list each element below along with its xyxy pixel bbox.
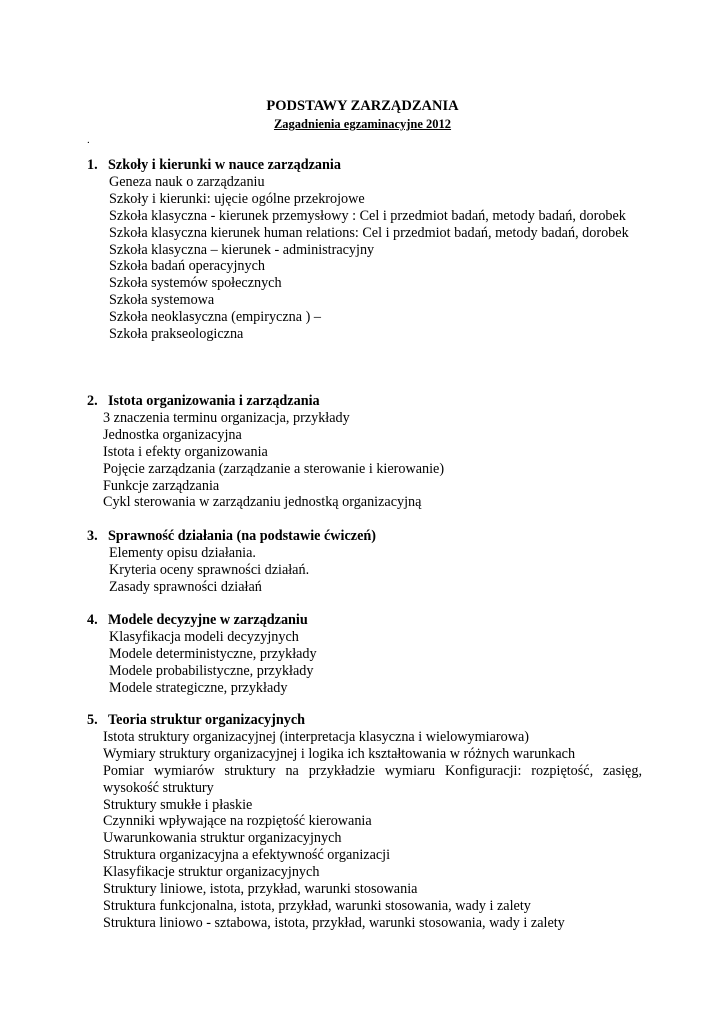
stray-dot: . [87, 134, 90, 146]
list-item: Struktury liniowe, istota, przykład, warunki stosowania [103, 881, 418, 898]
list-item: Struktury smukłe i płaskie [103, 796, 253, 813]
list-item: Szkoła klasyczna - kierunek przemysłowy : Cel i przedmiot badań, metody badań, dorobek [109, 207, 626, 224]
section-heading [87, 393, 642, 410]
section-heading [87, 157, 642, 174]
list-item: Modele strategiczne, przykłady [109, 679, 288, 696]
section-title: Sprawność działania (na podstawie ćwiczeń) [108, 528, 376, 544]
list-item: Struktura funkcjonalna, istota, przykład, warunki stosowania, wady i zalety [103, 897, 531, 914]
section-heading [87, 612, 642, 629]
list-item: Funkcje zarządzania [103, 477, 220, 494]
section-3 [87, 528, 642, 596]
list-item: Kryteria oceny sprawności działań. [109, 561, 310, 578]
list-item: Klasyfikacja modeli decyzyjnych [109, 628, 299, 645]
document-subtitle: Zagadnienia egzaminacyjne 2012 [273, 117, 452, 131]
list-item: Zasady sprawności działań [109, 578, 262, 595]
section-title: Szkoły i kierunki w nauce zarządzania [108, 157, 341, 173]
list-item: Istota i efekty organizowania [103, 443, 268, 460]
list-item: Szkoła systemów społecznych [109, 275, 282, 292]
section-4 [87, 612, 642, 697]
section-heading [87, 712, 642, 729]
section-title: Teoria struktur organizacyjnych [108, 712, 306, 728]
section-2 [87, 393, 642, 511]
list-item: Modele probabilistyczne, przykłady [109, 662, 314, 679]
section-number: 4. [87, 612, 98, 628]
list-item: Szkoła klasyczna – kierunek - administracyjny [109, 241, 375, 258]
list-item: Struktura liniowo - sztabowa, istota, przykład, warunki stosowania, wady i zalety [103, 914, 565, 931]
list-item: Klasyfikacje struktur organizacyjnych [103, 864, 320, 881]
section-number: 3. [87, 528, 98, 544]
section-items [87, 174, 642, 343]
section-items [87, 545, 642, 596]
document-title: PODSTAWY ZARZĄDZANIA [266, 98, 459, 114]
section-number: 1. [87, 157, 98, 173]
list-item: Szkoła klasyczna kierunek human relations: Cel i przedmiot badań, metody badań, dorobek [109, 224, 629, 241]
section-items [87, 729, 642, 932]
list-item: Szkoła badań operacyjnych [109, 258, 266, 275]
section-number: 5. [87, 712, 98, 728]
list-item: Modele deterministyczne, przykłady [109, 645, 317, 662]
list-item: Szkoła systemowa [109, 292, 215, 309]
list-item: Szkoły i kierunki: ujęcie ogólne przekrojowe [109, 190, 365, 207]
list-item: Struktura organizacyjna a efektywność organizacji [103, 847, 391, 864]
list-item: Geneza nauk o zarządzaniu [109, 173, 265, 190]
list-item: Cykl sterowania w zarządzaniu jednostką organizacyjną [103, 494, 422, 511]
section-number: 2. [87, 393, 98, 409]
list-item: Pomiar wymiarów struktury na przykładzie wymiaru Konfiguracji: rozpiętość, zasięg, wysokość struktury [103, 762, 642, 796]
section-title: Modele decyzyjne w zarządzaniu [108, 612, 308, 628]
list-item: Czynniki wpływające na rozpiętość kierowania [103, 813, 372, 830]
list-item: 3 znaczenia terminu organizacja, przykłady [103, 409, 350, 426]
list-item: Szkoła neoklasyczna (empiryczna ) – [109, 309, 321, 326]
section-1 [87, 157, 642, 343]
section-heading [87, 528, 642, 545]
list-item: Pojęcie zarządzania (zarządzanie a sterowanie i kierowanie) [103, 460, 445, 477]
section-title: Istota organizowania i zarządzania [108, 393, 320, 409]
section-5 [87, 712, 642, 932]
list-item: Szkoła prakseologiczna [109, 326, 244, 343]
list-item: Wymiary struktury organizacyjnej i logika ich kształtowania w różnych warunkach [103, 745, 576, 762]
list-item: Elementy opisu działania. [109, 544, 256, 561]
list-item: Jednostka organizacyjna [103, 426, 242, 443]
list-item: Uwarunkowania struktur organizacyjnych [103, 830, 342, 847]
section-items [87, 410, 642, 511]
list-item: Istota struktury organizacyjnej (interpretacja klasyczna i wielowymiarowa) [103, 728, 529, 745]
section-items [87, 629, 642, 697]
